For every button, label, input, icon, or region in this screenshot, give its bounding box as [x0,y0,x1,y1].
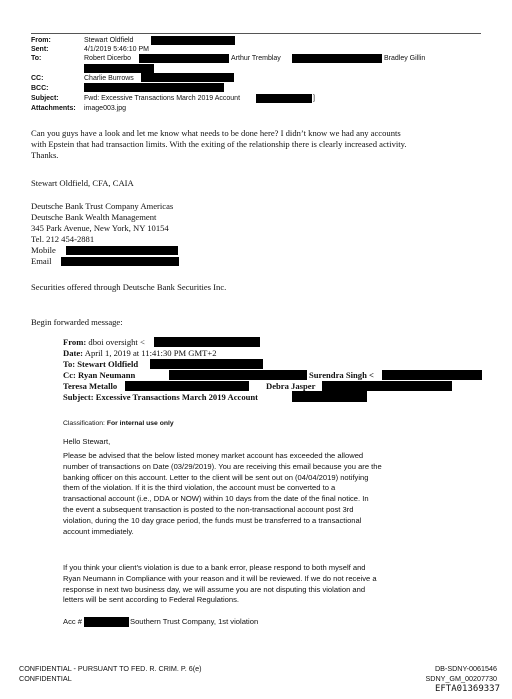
begin-forwarded: Begin forwarded message: [31,317,123,327]
fwd-from-value: dboi oversight < [88,337,145,347]
notice-paragraph-1 [63,451,382,537]
message-line: Thanks. [31,150,59,160]
fwd-date-value: April 1, 2019 at 11:41:30 PM GMT+2 [84,348,217,358]
redaction [125,381,249,391]
bcc-label: BCC: [31,85,49,92]
cc-label: CC: [31,75,44,82]
redaction [292,54,382,63]
sent-value: 4/1/2019 5:46:10 PM [84,46,149,53]
signature-name: Stewart Oldfield, CFA, CAIA [31,178,134,188]
from-value: Stewart Oldfield [84,37,134,44]
fwd-cc-3: Teresa Metallo [63,381,118,391]
to-recipient-3: Bradley Gillin [384,55,426,62]
fwd-cc-row [63,370,135,381]
notice-line: account immediately. [63,526,134,536]
notice-line: Ryan Neumann in Compliance with your reason and it will be reviewed. If we do not receive a [63,573,377,583]
attachments-label: Attachments: [31,105,76,112]
redaction [151,36,235,45]
greeting: Hello Stewart, [63,437,111,446]
notice-line: Please be advised that the below listed money market account has exceeded the allowed [63,451,364,460]
message-line: Can you guys have a look and let me know what needs to be done here? I didn’t know we had any accounts [31,128,401,138]
redaction [169,370,307,380]
fwd-to-value: Stewart Oldfield [77,359,139,369]
signature-tel: Tel. 212 454-2881 [31,234,95,244]
fwd-subject-label: Subject: [63,392,94,402]
redaction [154,337,260,347]
redaction [141,73,234,82]
sent-label: Sent: [31,46,49,53]
redaction [84,64,154,73]
notice-line: number of transactions on Date (03/29/2019). You are receiving this email because you are the [63,461,382,471]
redaction [322,381,452,391]
fwd-from-row [63,337,145,348]
footer-efta: EFTA01369337 [434,684,500,694]
signature-org: Deutsche Bank Trust Company Americas [31,201,174,211]
subject-label: Subject: [31,95,59,102]
message-line: with Epstein that had transaction limits. With the exiting of the relationship there is clearly increased activity. [31,139,407,149]
redaction [84,83,224,92]
redaction [292,391,367,402]
attachments-value: image003.jpg [84,105,127,112]
redaction [66,246,178,255]
header-rule [31,33,481,34]
to-recipient-2: Arthur Tremblay [231,55,281,62]
signature-org: Deutsche Bank Wealth Management [31,212,157,222]
fwd-subject-row [63,392,258,403]
fwd-date-row [63,348,217,359]
redaction [84,617,129,627]
cc-value: Charlie Burrows [84,75,134,82]
fwd-to-row [63,359,138,370]
redaction [150,359,263,369]
fwd-cc-label: Cc: [63,370,76,380]
signature-address: 345 Park Avenue, New York, NY 10154 [31,223,169,233]
fwd-to-label: To: [63,359,76,369]
fwd-date-label: Date: [63,348,84,358]
classification-row [63,420,174,427]
to-recipient-1: Robert Dicerbo [84,55,132,62]
notice-line: them of the violation. If it is the third violation, the account must be converted to a [63,483,336,493]
redaction [256,94,312,103]
fwd-subject-value: Excessive Transactions March 2019 Account [95,392,259,402]
notice-line: If you think your client’s violation is due to a bank error, please respond to both myself and [63,563,366,572]
footer-bates-1: DB-SDNY-0061546 [434,664,497,673]
redaction [382,370,482,380]
fwd-cc-4: Debra Jasper [266,381,316,391]
fwd-cc-value: Ryan Neumann [78,370,136,380]
classification-value: For internal use only [106,420,174,427]
signature-mobile: Mobile [31,245,56,255]
footer-bates-2: SDNY_GM_00207730 [425,674,497,683]
notice-line: transactional account (i.e., DDA or NOW) within 10 days from the date of the final notice. In [63,494,369,504]
acc-suffix: Southern Trust Company, 1st violation [130,617,259,626]
classification-label: Classification: [63,420,105,427]
notice-line: response in next two business day, we will assume you are not disputing this violation and [63,584,366,594]
signature-email: Email [31,256,52,266]
fwd-cc-2: Surendra Singh < [309,370,374,380]
from-label: From: [31,37,51,44]
notice-line: the event a subsequent transaction is posted to the non-transactional account post 3rd [63,504,354,514]
fwd-from-label: From: [63,337,87,347]
securities-disclaimer: Securities offered through Deutsche Bank Securities Inc. [31,282,227,292]
subject-value: Fwd: Excessive Transactions March 2019 Account [84,95,241,102]
redaction [61,257,179,266]
notice-paragraph-2 [63,563,377,606]
to-label: To: [31,55,42,62]
notice-line: banking officer on this account. Letter to the client will be sent out on (04/04/2019) notifying [63,472,369,482]
subject-suffix: ] [313,95,315,102]
acc-label: Acc # [63,617,82,626]
redaction [139,54,229,63]
notice-line: letters will be sent according to Federal Regulations. [63,595,240,605]
notice-line: violation, during the 10 day grace period, the funds must be transferred to a transactional [63,515,362,525]
footer-confidential-1: CONFIDENTIAL - PURSUANT TO FED. R. CRIM. P. 6(e) [19,664,202,673]
footer-confidential-2: CONFIDENTIAL [19,674,72,683]
